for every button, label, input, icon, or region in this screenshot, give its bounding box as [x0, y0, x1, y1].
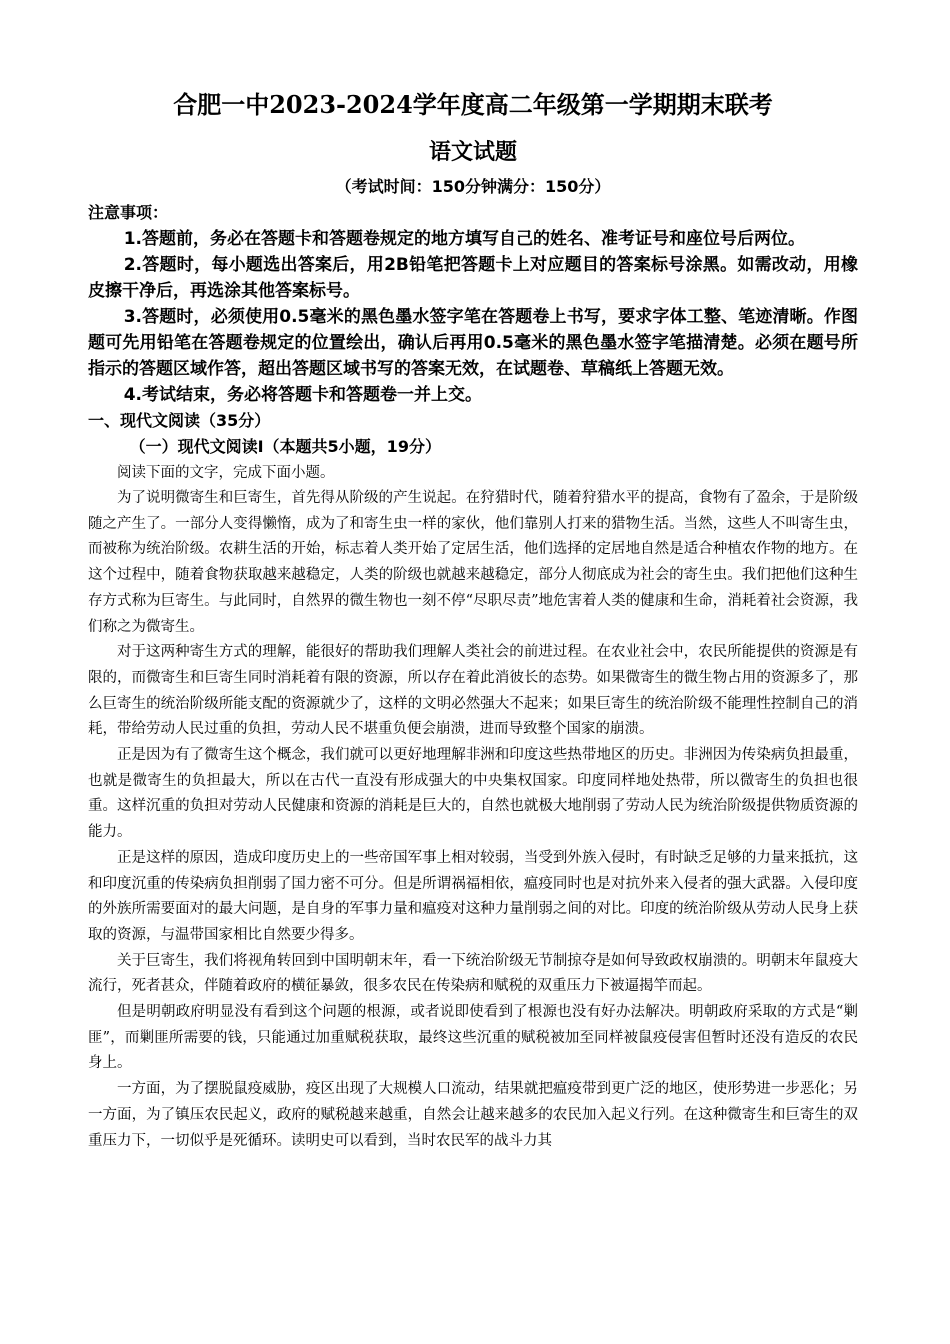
exam-subtitle: 语文试题: [428, 139, 517, 165]
subsection-heading: （一）现代文阅读Ⅰ（本题共5小题，19分）: [129, 437, 441, 456]
passage-paragraph: 关于巨寄生，我们将视角转回到中国明朝末年，看一下统治阶级无节制掠夺是如何导致政权崩溃的。明朝末年鼠疫大流行，死者甚众，伴随着政府的横征暴敛，很多农民在传染病和赋税的双重压力下被逼揭竿而起。: [88, 952, 858, 995]
passage-paragraph: 一方面，为了摆脱鼠疫威胁，疫区出现了大规模人口流动，结果就把瘟疫带到更广泛的地区，使形势进一步恶化；另一方面，为了镇压农民起义，政府的赋税越来越重，自然会让越来越多的农民加入起义行列。在这种微寄生和巨寄生的双重压力下，一切似乎是死循环。读明史可以看到，当时农民军的战斗力其: [88, 1081, 858, 1149]
exam-page: [88, 88, 858, 1154]
section-heading: 一、现代文阅读（35分）: [88, 411, 271, 430]
passage-paragraph: 正是这样的原因，造成印度历史上的一些帝国军事上相对较弱，当受到外族入侵时，有时缺乏足够的力量来抵抗，这和印度沉重的传染病负担削弱了国力密不可分。但是所谓祸福相依，瘟疫同时也是对抗外来入侵者的强大武器。入侵印度的外族所需要面对的最大问题，是自身的军事力量和瘟疫对这种力量削弱之间的对比。印度的统治阶级从劳动人民身上获取的资源，与温带国家相比自然要少得多。: [88, 849, 858, 943]
note-item: 2.答题时，每小题选出答案后，用2B铅笔把答题卡上对应题目的答案标号涂黑。如需改动，用橡皮擦干净后，再选涂其他答案标号。: [88, 255, 858, 301]
reading-section: [88, 408, 858, 1154]
note-item: 4.考试结束，务必将答题卡和答题卷一并上交。: [123, 385, 482, 405]
note-item: 3.答题时，必须使用0.5毫米的黑色墨水签字笔在答题卷上书写，要求字体工整、笔迹清晰。作图题可先用铅笔在答题卷规定的位置绘出，确认后再用0.5毫米的黑色墨水签字笔描清楚。必须在题号所指示的答题区域作答，超出答题区域书写的答案无效，在试题卷、草稿纸上答题无效。: [88, 307, 858, 379]
passage-paragraph: 但是明朝政府明显没有看到这个问题的根源，或者说即使看到了根源也没有好办法解决。明朝政府采取的方式是“剿匪”，而剿匪所需要的钱，只能通过加重赋税获取，最终这些沉重的赋税被加至同样被鼠疫侵害但暂时还没有造反的农民身上。: [88, 1004, 858, 1072]
passage-paragraph: 正是因为有了微寄生这个概念，我们就可以更好地理解非洲和印度这些热带地区的历史。非洲因为传染病负担最重，也就是微寄生的负担最大，所以在古代一直没有形成强大的中央集权国家。印度同样地处热带，所以微寄生的负担也很重。这样沉重的负担对劳动人民健康和资源的消耗是巨大的，自然也就极大地削弱了劳动人民为统治阶级提供物质资源的能力。: [88, 747, 858, 841]
exam-time-info: （考试时间：150分钟满分：150分）: [335, 177, 611, 196]
reading-instruction: 阅读下面的文字，完成下面小题。: [117, 465, 335, 481]
passage-paragraph: 对于这两种寄生方式的理解，能很好的帮助我们理解人类社会的前进过程。在农业社会中，农民所能提供的资源是有限的，而微寄生和巨寄生同时消耗着有限的资源，所以存在着此消彼长的态势。如果微寄生的微生物占用的资源多了，那么巨寄生的统治阶级所能支配的资源就少了，这样的文明必然强大不起来；如果巨寄生的统治阶级不能理性控制自己的消耗，带给劳动人民过重的负担，劳动人民不堪重负便会崩溃，进而导致整个国家的崩溃。: [88, 644, 858, 738]
passage-paragraph: 为了说明微寄生和巨寄生，首先得从阶级的产生说起。在狩猎时代，随着狩猎水平的提高，食物有了盈余，于是阶级随之产生了。一部分人变得懒惰，成为了和寄生虫一样的家伙，他们靠别人打来的猎物生活。当然，这些人不叫寄生虫，而被称为统治阶级。农耕生活的开始，标志着人类开始了定居生活，他们选择的定居地自然是适合种植农作物的地方。在这个过程中，随着食物获取越来越稳定，人类的阶级也就越来越稳定，部分人彻底成为社会的寄生虫。我们把他们这种生存方式称为巨寄生。与此同时，自然界的微生物也一刻不停“尽职尽责”地危害着人类的健康和生命，消耗着社会资源，我们称之为微寄生。: [88, 490, 858, 635]
notes-block: [88, 200, 858, 408]
notes-heading: 注意事项：: [88, 203, 169, 222]
note-item: 1.答题前，务必在答题卡和答题卷规定的地方填写自己的姓名、准考证号和座位号后两位。: [123, 229, 805, 249]
exam-title: 合肥一中2023-2024学年度高二年级第一学期期末联考: [173, 90, 773, 119]
